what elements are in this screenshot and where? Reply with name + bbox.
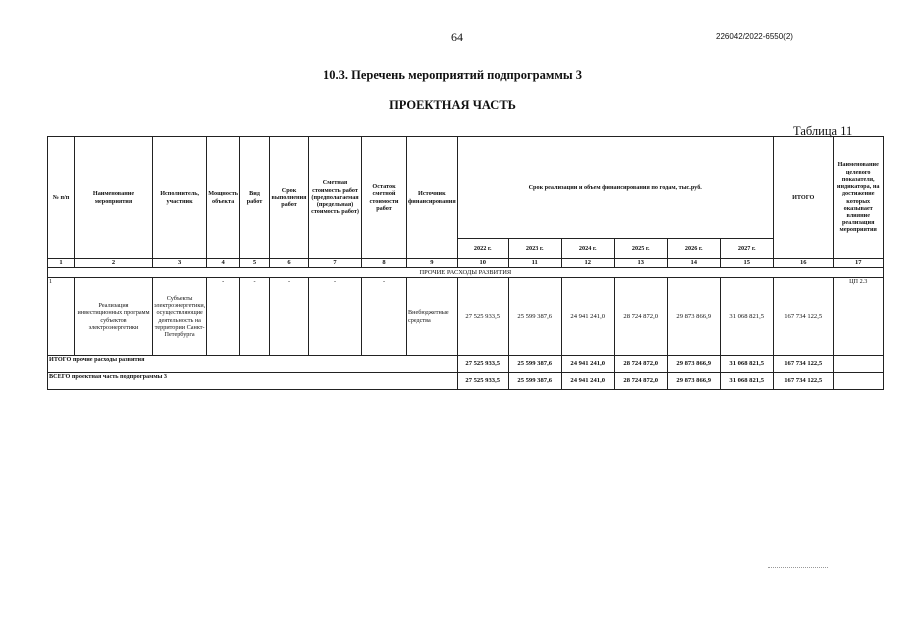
header-no: № п/п	[48, 137, 75, 259]
section-heading: 10.3. Перечень мероприятий подпрограммы 3	[322, 68, 583, 82]
table-row	[48, 278, 884, 356]
header-name: Наименование мероприятия	[75, 137, 153, 259]
column-number: 17	[833, 259, 883, 268]
column-number: 15	[720, 259, 773, 268]
subtotal-label: ИТОГО прочие расходы развития	[48, 356, 458, 373]
column-number: 6	[270, 259, 309, 268]
column-number: 10	[457, 259, 508, 268]
grand-total-value: 27 525 933,5	[457, 373, 508, 390]
grand-total-value: 28 724 872,0	[614, 373, 667, 390]
grand-total-row	[48, 373, 884, 390]
header-period: Срок выполнения работ	[270, 137, 309, 259]
subtotal-row	[48, 356, 884, 373]
subtotal-value: 25 599 387,6	[508, 356, 561, 373]
row-period: -	[270, 278, 309, 356]
header-indicator: Наименование целевого показателя, индикатора, на достижение которых оказывает влияние реализация мероприятия	[833, 137, 883, 259]
header-year: 2026 г.	[667, 239, 720, 259]
row-value: 28 724 872,0	[614, 278, 667, 356]
row-total: 167 734 122,5	[773, 278, 833, 356]
subtotal-total: 167 734 122,5	[773, 356, 833, 373]
grand-total-total: 167 734 122,5	[773, 373, 833, 390]
row-work-type: -	[240, 278, 270, 356]
row-value: 29 873 866,9	[667, 278, 720, 356]
scan-mark	[768, 567, 828, 568]
grand-total-value: 24 941 241,0	[561, 373, 614, 390]
column-number: 7	[309, 259, 362, 268]
row-estimate: -	[309, 278, 362, 356]
grand-total-value: 31 068 821,5	[720, 373, 773, 390]
header-funding: Срок реализации и объем финансирования по годам, тыс.руб.	[457, 137, 773, 239]
column-number: 13	[614, 259, 667, 268]
header-estimate: Сметная стоимость работ (предполагаемая (предельная) стоимость работ)	[309, 137, 362, 259]
grand-total-value: 25 599 387,6	[508, 373, 561, 390]
column-number: 8	[362, 259, 407, 268]
header-year: 2025 г.	[614, 239, 667, 259]
row-indicator: ЦП 2.3	[833, 278, 883, 356]
header-total: ИТОГО	[773, 137, 833, 259]
column-number: 4	[207, 259, 240, 268]
row-remaining: -	[362, 278, 407, 356]
row-value: 25 599 387,6	[508, 278, 561, 356]
row-value: 31 068 821,5	[720, 278, 773, 356]
header-year: 2024 г.	[561, 239, 614, 259]
column-number: 1	[48, 259, 75, 268]
column-number: 2	[75, 259, 153, 268]
subtotal-value: 24 941 241,0	[561, 356, 614, 373]
header-executor: Исполнитель, участник	[153, 137, 207, 259]
row-value: 27 525 933,5	[457, 278, 508, 356]
header-source: Источник финансирования	[407, 137, 458, 259]
grand-total-indicator	[833, 373, 883, 390]
header-work-type: Вид работ	[240, 137, 270, 259]
row-value: 24 941 241,0	[561, 278, 614, 356]
column-number: 3	[153, 259, 207, 268]
column-number: 5	[240, 259, 270, 268]
row-name: Реализация инвестиционных программ субъектов электроэнергетики	[75, 278, 153, 356]
subtotal-value: 29 873 866,9	[667, 356, 720, 373]
column-number: 9	[407, 259, 458, 268]
header-year: 2022 г.	[457, 239, 508, 259]
subtotal-indicator	[833, 356, 883, 373]
subtotal-value: 28 724 872,0	[614, 356, 667, 373]
row-executor: Субъекты электроэнергетики, осуществляющие деятельность на территории Санкт-Петербурга	[153, 278, 207, 356]
subtotal-value: 31 068 821,5	[720, 356, 773, 373]
table-label: Таблица 11	[793, 124, 853, 138]
grand-total-label: ВСЕГО проектная часть подпрограммы 3	[48, 373, 458, 390]
header-remaining: Остаток сметной стоимости работ	[362, 137, 407, 259]
measures-table	[47, 136, 884, 390]
row-no: 1	[48, 278, 75, 356]
column-number: 14	[667, 259, 720, 268]
column-number: 11	[508, 259, 561, 268]
column-number: 16	[773, 259, 833, 268]
document-code: 226042/2022-6550(2)	[716, 32, 793, 41]
header-capacity: Мощность объекта	[207, 137, 240, 259]
part-heading: ПРОЕКТНАЯ ЧАСТЬ	[389, 98, 516, 112]
header-year: 2027 г.	[720, 239, 773, 259]
subtotal-value: 27 525 933,5	[457, 356, 508, 373]
row-source: Внебюджетные средства	[407, 278, 458, 356]
row-capacity: -	[207, 278, 240, 356]
grand-total-value: 29 873 866,9	[667, 373, 720, 390]
section-title: ПРОЧИЕ РАСХОДЫ РАЗВИТИЯ	[48, 268, 884, 278]
page-number: 64	[451, 30, 463, 44]
column-number: 12	[561, 259, 614, 268]
header-year: 2023 г.	[508, 239, 561, 259]
